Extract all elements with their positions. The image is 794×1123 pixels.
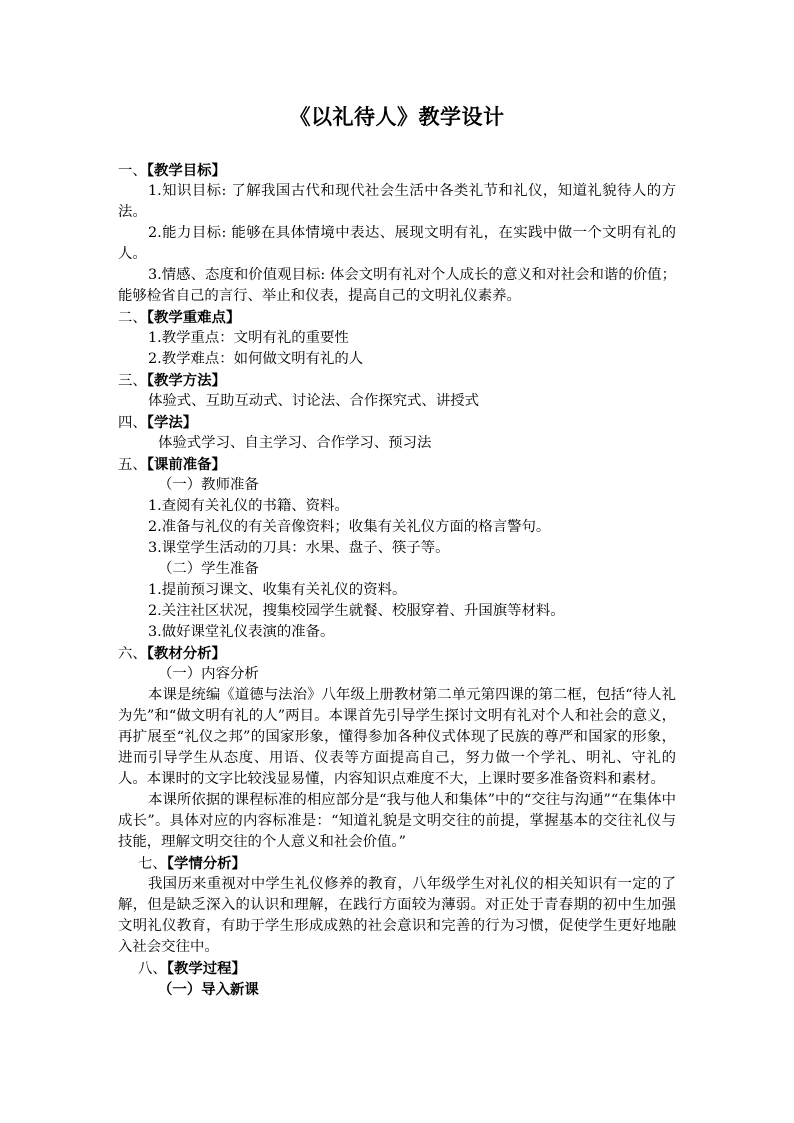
section-title: 【教学目标】	[146, 162, 226, 179]
section-number: 五、	[118, 457, 147, 473]
paragraph: 3.情感、态度和价值观目标: 体会文明有礼对个人成长的意义和对社会和谐的价值；能够检省自己的言行、举止和仪表，提高自己的文明礼仪素养。	[118, 267, 676, 304]
list-item: 2.准备与礼仪的有关音像资料；收集有关礼仪方面的格言警句。	[148, 519, 551, 535]
section-title: 【学法】	[146, 414, 198, 431]
section-number: 四、	[118, 415, 147, 431]
subheading: （一）导入新课	[158, 981, 259, 998]
section-number: 八、	[138, 961, 167, 977]
paragraph: 体验式、互助互动式、讨论法、合作探究式、讲授式	[148, 393, 479, 409]
section-heading-students	[118, 853, 676, 874]
document-body	[118, 160, 676, 1000]
section-number: 三、	[118, 373, 147, 389]
paragraph: 体验式学习、自主学习、合作学习、预习法	[158, 435, 432, 451]
subheading: （二）学生准备	[158, 561, 259, 577]
section-number: 六、	[118, 646, 147, 662]
section-title: 【课前准备】	[146, 456, 226, 473]
section-heading-learning	[118, 412, 676, 433]
section-title: 【学情分析】	[166, 855, 246, 872]
section-number: 二、	[118, 310, 147, 326]
section-title: 【教学重难点】	[146, 309, 241, 326]
section-heading-process	[118, 958, 676, 979]
section-title: 【教材分析】	[146, 645, 226, 662]
paragraph: 1.知识目标: 了解我国古代和现代社会生活中各类礼节和礼仪，知道礼貌待人的方法。	[118, 183, 676, 220]
document-title: 《以礼待人》教学设计	[289, 104, 505, 129]
section-heading-objectives	[118, 160, 676, 181]
paragraph: 2.能力目标: 能够在具体情境中表达、展现文明有礼，在实践中做一个文明有礼的人。	[118, 225, 676, 262]
section-heading-textbook	[118, 643, 676, 664]
section-title: 【教学过程】	[166, 960, 246, 977]
paragraph: 本课是统编《道德与法治》八年级上册教材第二单元第四课的第二框，包括“待人礼为先”和“做文明有礼的人”两目。本课首先引导学生探讨文明有礼对个人和社会的意义，再扩展至“礼仪之邦”的国家形象，懂得参加各种仪式体现了民族的尊严和国家的形象，进而引导学生从态度、用语、仪表等方面提高自己，努力做一个学礼、明礼、守礼的人。本课时的文字比较浅显易懂，内容知识点难度不大，上课时要多准备资料和素材。	[118, 687, 676, 787]
section-heading-key-points	[118, 307, 676, 328]
section-title: 【教学方法】	[146, 372, 226, 389]
list-item: 3.做好课堂礼仪表演的准备。	[148, 624, 335, 640]
section-number: 七、	[138, 856, 167, 872]
subheading: （一）内容分析	[158, 666, 259, 682]
subheading: （一）教师准备	[158, 477, 259, 493]
list-item: 2.教学难点：如何做文明有礼的人	[148, 351, 364, 367]
section-heading-methods	[118, 370, 676, 391]
list-item: 1.教学重点：文明有礼的重要性	[148, 330, 349, 346]
list-item: 3.课堂学生活动的刀具：水果、盘子、筷子等。	[148, 540, 450, 556]
list-item: 2.关注社区状况，搜集校园学生就餐、校服穿着、升国旗等材料。	[148, 603, 565, 619]
section-heading-preparation	[118, 454, 676, 475]
paragraph: 本课所依据的课程标准的相应部分是“我与他人和集体”中的“交往与沟通”“在集体中成长”。具体对应的内容标准是：“知道礼貌是文明交往的前提，掌握基本的交往礼仪与技能，理解文明交往的个人意义和社会价值。”	[118, 792, 676, 850]
list-item: 1.查阅有关礼仪的书籍、资料。	[148, 498, 349, 514]
list-item: 1.提前预习课文、收集有关礼仪的资料。	[148, 582, 407, 598]
paragraph: 我国历来重视对中学生礼仪修养的教育，八年级学生对礼仪的相关知识有一定的了解，但是缺乏深入的认识和理解，在践行方面较为薄弱。对正处于青春期的初中生加强文明礼仪教育，有助于学生形成成熟的社会意识和完善的行为习惯，促使学生更好地融入社会交往中。	[118, 876, 676, 955]
section-number: 一、	[118, 163, 147, 179]
